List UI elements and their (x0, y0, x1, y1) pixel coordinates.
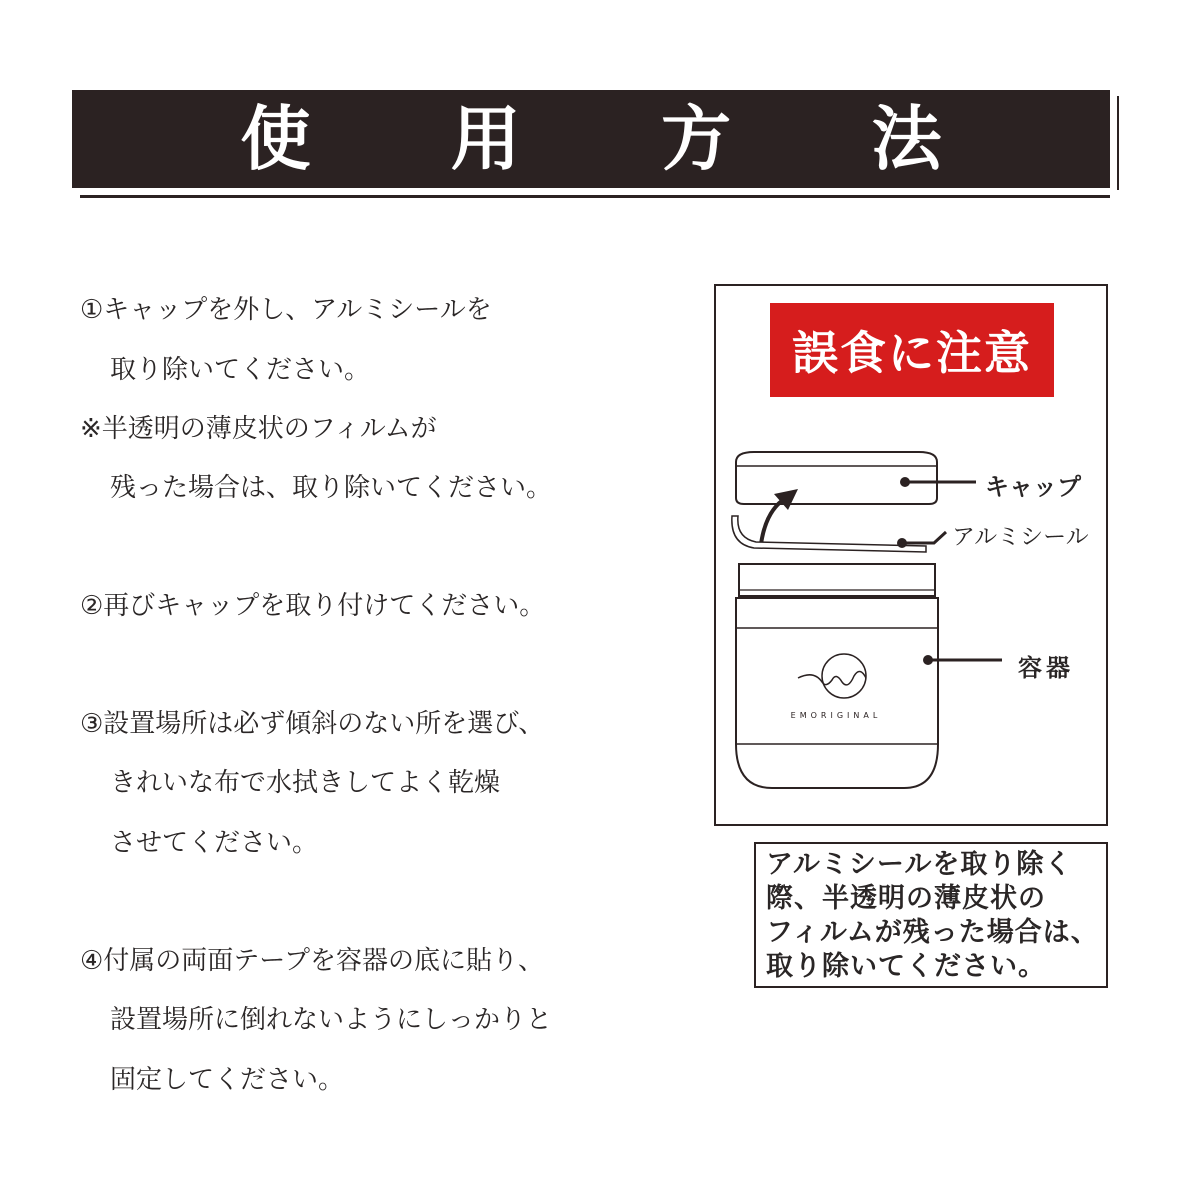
step-3-line-3: させてください。 (110, 828, 319, 858)
step-3-line-2: きれいな布で水拭きしてよく乾燥 (110, 768, 501, 798)
note-line-4: 取り除いてください。 (766, 951, 1046, 982)
step-1-line-2: 取り除いてください。 (110, 355, 371, 385)
seal-leader-line (902, 532, 946, 543)
note-line-2: 際、半透明の薄皮状の (766, 883, 1046, 914)
seal-label: アルミシール (952, 524, 1089, 550)
step-1-line-1: ①キャップを外し、アルミシールを (80, 295, 492, 325)
page-title: 使 用 方 法 (240, 98, 1000, 180)
container-diagram (714, 284, 1108, 826)
step-4-line-3: 固定してください。 (110, 1065, 345, 1095)
step-4-line-2: 設置場所に倒れないようにしっかりと (110, 1005, 553, 1035)
step-3-line-1: ③設置場所は必ず傾斜のない所を選び、 (80, 709, 545, 739)
title-bar (72, 90, 1110, 188)
title-side-rule (1117, 96, 1119, 190)
note-asterisk-line-2: 残った場合は、取り除いてください。 (110, 473, 553, 503)
note-line-3: フィルムが残った場合は、 (766, 917, 1099, 948)
note-line-1: アルミシールを取り除く (766, 849, 1073, 880)
step-2-line-1: ②再びキャップを取り付けてください。 (80, 591, 546, 621)
warning-badge: 誤食に注意 (770, 303, 1054, 397)
cap-label: キャップ (985, 473, 1081, 501)
logo-text: EMORIGINAL (790, 711, 882, 720)
jar-illustration (736, 564, 938, 788)
caution-note-box (754, 842, 1108, 988)
note-asterisk-line-1: ※半透明の薄皮状のフィルムが (80, 414, 437, 444)
step-4-line-1: ④付属の両面テープを容器の底に貼り、 (80, 946, 545, 976)
title-underline (80, 195, 1110, 198)
container-label: 容器 (1018, 654, 1074, 682)
